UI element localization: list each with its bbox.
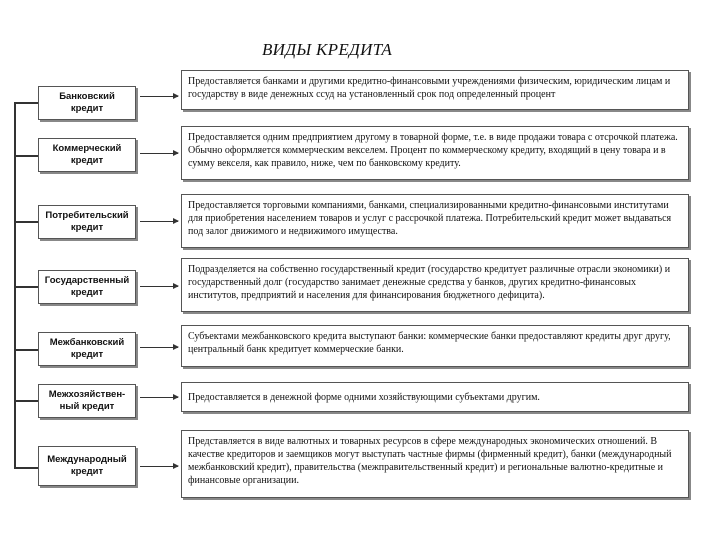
connector-line [14,221,38,223]
description-text: Подразделяется на собственно государственный кредит (государство кредитует различные отрасли экономики) и государственный долг (государство занимает денежные средства у банков, других кредитно-финансовых институтов, предприятий и населения для финансирования бюджетного дефицита). [188,264,671,301]
category-box-interfirm [38,384,136,418]
description-text: Предоставляется в денежной форме одними хозяйствующими субъектами другим. [188,392,540,403]
category-box-bank [38,86,136,120]
connector-line [14,286,38,288]
connector-line [14,400,38,402]
description-box-state [181,258,689,312]
arrow [140,221,178,222]
connector-line [14,102,38,104]
connector-line [14,155,38,157]
category-label: Государственный кредит [44,275,130,298]
description-text: Субъектами межбанковского кредита выступают банки: коммерческие банки предоставляют кредиты друг другу, центральный банк кредитует коммерческие банки. [188,331,671,355]
description-box-interbank [181,325,689,367]
description-text: Предоставляется торговыми компаниями, банками, специализированными кредитно-финансовыми институтами для приобретения населением товаров и услуг с рассрочкой платежа. Потребительский кредит может выдаваться под залог движимого и недвижимого имущества. [188,200,672,237]
description-box-interfirm [181,382,689,412]
arrow [140,96,178,97]
category-label: Межбанковский кредит [49,337,125,360]
category-label: Банковский кредит [59,91,115,114]
description-text: Предоставляется банками и другими кредитно-финансовыми учреждениями физическим, юридическим лицам и государству в виде денежных ссуд на установленный срок под определенный процент [188,76,671,100]
category-label: Потребительский кредит [45,210,129,233]
category-box-international [38,446,136,486]
arrow [140,153,178,154]
description-box-consumer [181,194,689,248]
category-box-state [38,270,136,304]
description-text: Представляется в виде валютных и товарных ресурсов в сфере международных экономических отношений. В качестве кредиторов и заемщиков могут выступать частные фирмы (фирменный кредит), банки (международный межбанковский кредит), правительства (межправительственный кредит) и региональные валютно-кредитные и финансовые организации. [188,436,672,486]
category-box-commercial [38,138,136,172]
description-text: Предоставляется одним предприятием другому в товарной форме, т.е. в виде продажи товара с отсрочкой платежа. Обычно оформляется коммерческим векселем. Процент по коммерческому кредиту, входящий в цену товара и в сумму векселя, как правило, ниже, чем по банковскому кредиту. [188,132,678,169]
category-box-consumer [38,205,136,239]
category-box-interbank [38,332,136,366]
connector-line [14,349,38,351]
arrow [140,397,178,398]
diagram-title: ВИДЫ КРЕДИТА [262,40,393,59]
arrow [140,286,178,287]
arrow [140,466,178,467]
description-box-bank [181,70,689,110]
category-label: Межхозяйствен-ный кредит [48,389,126,412]
connector-line [14,467,38,469]
description-box-international [181,430,689,498]
category-label: Международный кредит [47,454,127,477]
category-label: Коммерческий кредит [52,143,122,166]
description-box-commercial [181,126,689,180]
arrow [140,347,178,348]
